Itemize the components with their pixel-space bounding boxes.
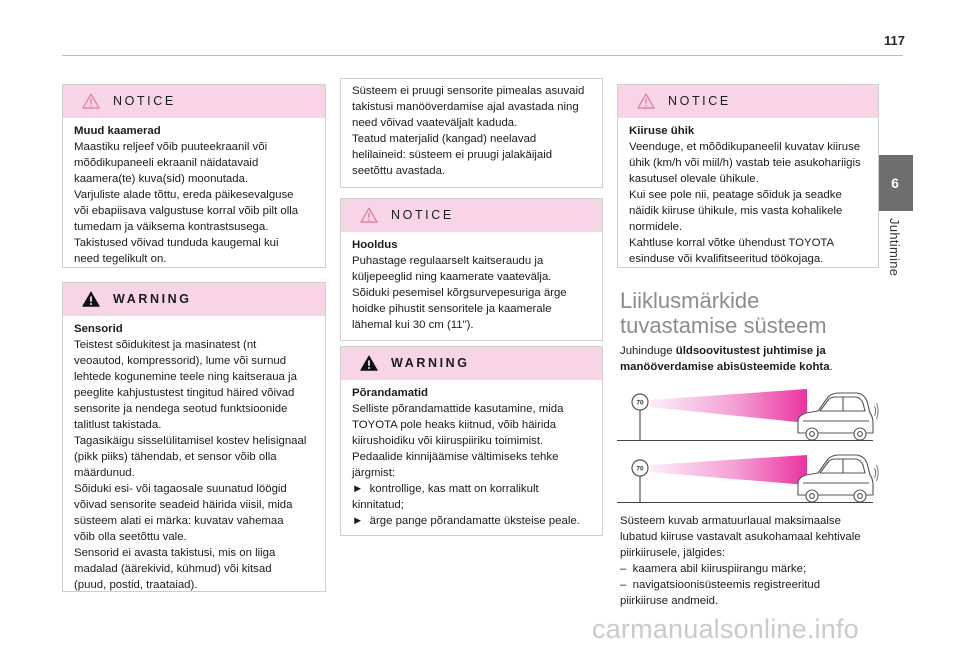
- warning-label: WARNING: [391, 356, 470, 370]
- camera-beam: [650, 389, 807, 423]
- continued-text: Süsteem ei pruugi sensorite pimealas asuvaid takistusi manööverdamise ajal avastada ning need võivad vaateväljalt kaduda. Teatud materjalid (kangad) neelavad helilaineid: süsteem ei pruugi jalakäijaid seetõttu avastada.: [352, 85, 585, 177]
- warning-body: [63, 316, 325, 593]
- warning-body: [341, 380, 602, 529]
- notice-body: [341, 232, 602, 333]
- continued-body: [341, 79, 602, 179]
- warning-box-floor-mats: [340, 346, 603, 536]
- intro-bold: üldsoovitustest juhtimise ja manööverdamise abisüsteemide kohta: [620, 345, 830, 373]
- sign-recognition-illustration-1: [617, 388, 879, 444]
- notice-label: NOTICE: [113, 94, 176, 108]
- notice-text: Veenduge, et mõõdikupaneelil kuvatav kiiruse ühik (km/h või miil/h) vastab teie asukohariigis kasutusel olevale ühikule. Kui see pole nii, peatage sõiduk ja seadke näidik kiiruse ühikule, mis vasta kohalikele normidele. Kahtluse korral võtke ühendust TOYOTA esinduse või kvalifitseeritud töökojaga.: [629, 141, 861, 265]
- notice-text: Maastiku reljeef võib puuteekraanil või mõõdikupaneeli ekraanil näidatavaid kaamera(te) kuva(sid) moonutada. Varjuliste alade tõttu, ereda päikesevalguse või ebapiisava valgustuse korral võib pilt olla tumedam ja väiksema kontrastsusega. Takistused võivad tunduda kaugemal kui need tegelikult on.: [74, 141, 299, 265]
- warning-triangle-icon: [82, 291, 100, 307]
- header-rule: [62, 55, 903, 56]
- continued-box: [340, 78, 603, 188]
- notice-header: [618, 85, 878, 118]
- intro-tail: .: [829, 361, 833, 373]
- camera-beam: [650, 455, 807, 485]
- warning-text: Teistest sõidukitest ja masinatest (nt veoautod, kompressorid), lume või surnud lehtede kogunemine teele ning kaitseraua ja peeglite kahjustustest tingitud häired võivad sensorite ja nendega seotud funktsioonide talitlust takistada. Tagasikäigu sisselülitamisel kostev helisignaal (pikk piiks) tähendab, et sensor võib olla määrdunud. Sõiduki esi- või tagaosale suunatud löögid võivad sensorite seadeid häirida viisil, mida süsteem alati ei märka: kuvatav vahemaa võib olla seetõttu vale. Sensorid ei avasta takistusi, mis on liiga madalad (äärekivid, kühmud) või kitsad (puud, postid, traataiad).: [74, 339, 307, 591]
- chapter-title: Juhtimine: [887, 218, 902, 277]
- warning-text: Selliste põrandamattide kasutamine, mida TOYOTA pole heaks kiitnud, võib häirida kiirushoidiku või kiiruspiiriku toimimist. Pedaalide kinnijäämise vältimiseks tehke järgmist: ► kontrollige, kas matt on korralikult kinnitatud; ► ärge pange põrandamatte üksteise peale.: [352, 403, 580, 527]
- warning-title: Põrandamatid: [352, 387, 428, 399]
- page-number: 117: [884, 33, 905, 48]
- notice-triangle-icon: [82, 93, 100, 109]
- notice-header: [341, 199, 602, 232]
- warning-header: [341, 347, 602, 380]
- warning-header: [63, 283, 325, 316]
- sign-recognition-illustration-2: [617, 452, 879, 508]
- notice-triangle-icon: [360, 207, 378, 223]
- notice-title: Muud kaamerad: [74, 125, 161, 137]
- description-paragraph: Süsteem kuvab armatuurlaual maksimaalse lubatud kiiruse vastavalt asukohamaal kehtivale piirkiirusele, jälgides: – kaamera abil kiiruspiirangu märke; – navigatsioonisüsteemis registreeritud piirkiiruse andmeid.: [620, 515, 861, 607]
- watermark: carmanualsonline.info: [592, 614, 859, 644]
- notice-title: Hooldus: [352, 239, 398, 251]
- notice-box-maintenance: [340, 198, 603, 341]
- warning-box-sensors: [62, 282, 326, 592]
- speed-sign-value: 70: [636, 465, 644, 473]
- notice-box-speed-unit: [617, 84, 879, 268]
- notice-body: [618, 118, 878, 267]
- intro-paragraph: [620, 343, 833, 375]
- notice-text: Puhastage regulaarselt kaitseraudu ja küljepeeglid ning kaamerate vaatevälja. Sõiduki pesemisel kõrgsurvepesuriga ärge hoidke pihustit sensoritele ja kaamerale lähemal kui 30 cm (11").: [352, 255, 567, 331]
- chapter-tab: [877, 155, 913, 211]
- notice-body: [63, 118, 325, 267]
- notice-title: Kiiruse ühik: [629, 125, 695, 137]
- notice-box-cameras: [62, 84, 326, 268]
- sensor-waves: [875, 403, 879, 419]
- chapter-number: 6: [891, 175, 899, 191]
- notice-triangle-icon: [637, 93, 655, 109]
- notice-label: NOTICE: [668, 94, 731, 108]
- car-icon: [798, 393, 873, 440]
- speed-sign-value: 70: [636, 399, 644, 407]
- warning-triangle-icon: [360, 355, 378, 371]
- notice-header: [63, 85, 325, 118]
- intro-lead: Juhinduge: [620, 345, 676, 357]
- section-heading: Liiklusmärkide tuvastamise süsteem: [620, 288, 827, 338]
- warning-title: Sensorid: [74, 323, 123, 335]
- notice-label: NOTICE: [391, 208, 454, 222]
- car-icon: [798, 455, 873, 502]
- warning-label: WARNING: [113, 292, 192, 306]
- sensor-waves: [875, 465, 879, 481]
